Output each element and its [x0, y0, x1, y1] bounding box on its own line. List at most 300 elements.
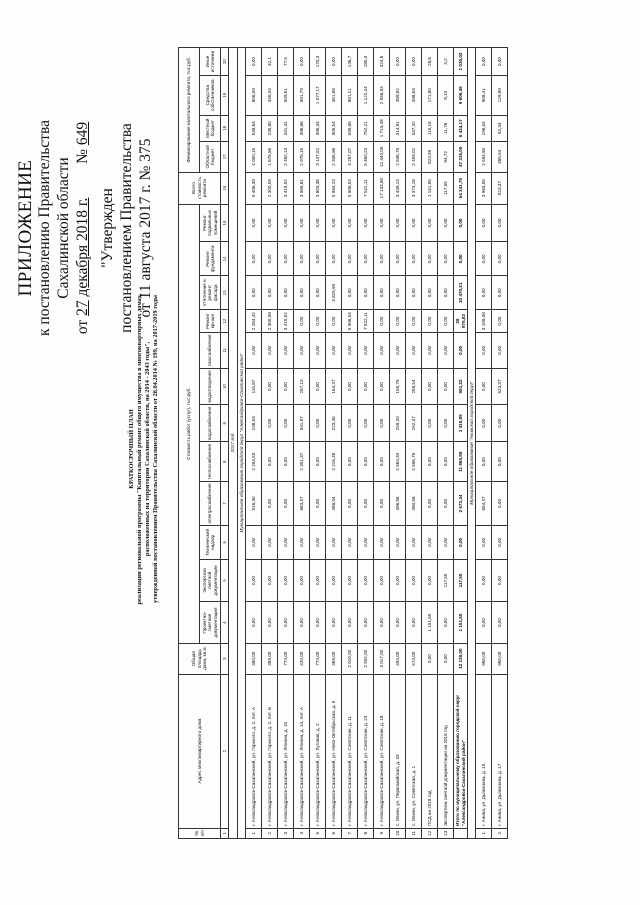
table-cell: 0,00 [310, 481, 326, 525]
col-expertise: Экспертиза сметной документации [200, 559, 221, 601]
table-cell: 774,00 [310, 643, 326, 674]
table-cell: 52,34 [492, 115, 508, 142]
table-cell: 0,00 [374, 332, 390, 368]
appendix-no-sign: № [74, 149, 91, 164]
table-cell: 5 906,54 [342, 310, 358, 333]
table-cell: 3,2 [438, 48, 454, 76]
table-cell: 170,3 [310, 48, 326, 76]
table-cell: 296,04 [476, 115, 492, 142]
table-cell: 0,00 [358, 242, 374, 276]
table-cell: 12 440,05 [374, 142, 390, 173]
table-cell: 171,80 [422, 75, 438, 115]
column-index: 9 [221, 405, 229, 442]
table-cell: 0,00 [406, 242, 422, 276]
table-cell: 0,00 [438, 643, 454, 674]
table-cell: 164,37 [326, 368, 342, 404]
table-cell: 0,00 [310, 405, 326, 442]
column-index: 4 [221, 602, 229, 644]
table-cell: 0,00 [262, 602, 278, 644]
table-cell: 1 077,17 [310, 75, 326, 115]
table-cell: 0,00 [438, 442, 454, 482]
table-cell: 2 556,53 [374, 75, 390, 115]
table-row [390, 48, 406, 839]
table-cell: 1 030,02 [454, 48, 468, 76]
plan-table-body [229, 48, 508, 839]
table-cell: 0,00 [358, 276, 374, 310]
table-cell: 0,00 [246, 242, 262, 276]
address-cell: г. Александровск-Сахалинский, ул. Ленина, д. 10 [278, 674, 294, 828]
table-cell: 8,10 [438, 75, 454, 115]
table-cell: 346,04 [262, 75, 278, 115]
table-cell: 881,21 [342, 75, 358, 115]
table-cell: 11 865,88 [454, 442, 468, 482]
table-cell: 64 341,75 [454, 172, 468, 204]
title-line-1: КРАТКОСРОЧНЫЙ ПЛАН [128, 409, 135, 489]
table-cell: 0,00 [342, 442, 358, 482]
table-cell: 0,00 [358, 481, 374, 525]
table-cell: 0,00 [438, 332, 454, 368]
col-water: водоснабжения [200, 405, 221, 442]
table-cell: 395,34 [310, 115, 326, 142]
col-heat: теплоснабжения [200, 442, 221, 482]
column-index: 20 [221, 48, 229, 76]
approved-line-1: "Утвержден [99, 188, 116, 268]
address-cell: г. Александровск-Сахалинский, ул. Луговая, д. 2 [310, 674, 326, 828]
table-cell: 2 216,48 [326, 442, 342, 482]
table-cell: 0,00 [422, 442, 438, 482]
table-row [278, 48, 294, 839]
title-line-4: утвержденной постановлением Правительства Сахалинской области от 28.04.2014 № 199, на 2017-2019 годы [152, 295, 159, 603]
table-cell: 0,00 [374, 310, 390, 333]
table-cell: 0,00 [342, 332, 358, 368]
table-cell: 523,37 [492, 172, 508, 204]
table-cell: 11 [406, 828, 422, 838]
table-cell: 94,72 [438, 142, 454, 173]
table-cell: 2 300,59 [262, 310, 278, 333]
table-cell: 2 673,34 [454, 481, 468, 525]
table-cell: 0,00 [262, 204, 278, 242]
appendix-title: ПРИЛОЖЕНИЕ [15, 159, 36, 297]
table-cell: 0,00 [358, 368, 374, 404]
appendix-resolution-line-1: к постановлению Правительства [36, 120, 53, 336]
table-cell: 1 713,38 [374, 115, 390, 142]
section-title: Муниципальное образование "Анивский городской округ" [468, 48, 476, 839]
col-owners: Средства собственников [200, 75, 221, 115]
table-cell: 2 563,34 [390, 442, 406, 482]
column-index: 6 [221, 525, 229, 559]
table-cell: 396,66 [294, 115, 310, 142]
col-no: № п/п [179, 828, 221, 838]
table-cell: 5 [310, 828, 326, 838]
table-cell: 0,00 [294, 276, 310, 310]
col-gas: газоснабжения [200, 332, 221, 368]
table-cell: 0,00 [374, 481, 390, 525]
table-cell: 523,37 [492, 368, 508, 404]
table-row [294, 48, 310, 839]
table-cell: 0,00 [476, 559, 492, 601]
table-cell: 0,00 [390, 242, 406, 276]
table-cell: 3 017,00 [374, 643, 390, 674]
table-cell: 0,00 [438, 525, 454, 559]
table-cell: 235,60 [262, 115, 278, 142]
table-cell: 129,89 [492, 75, 508, 115]
column-index: 5 [221, 559, 229, 601]
table-cell: 823,59 [422, 142, 438, 173]
col-cost-group: Стоимость работ (услуг), тыс.руб. [179, 204, 200, 643]
table-cell: 0,00 [262, 525, 278, 559]
col-facade: Утепление и ремонт фасада [200, 276, 221, 310]
table-cell [454, 828, 468, 838]
table-cell: 0,00 [374, 204, 390, 242]
table-cell: 0,00 [358, 332, 374, 368]
appendix-date-line [73, 63, 92, 393]
col-area: Общая площадь дома, кв.м [179, 643, 221, 674]
table-cell: 548,64 [246, 115, 262, 142]
table-row [422, 48, 438, 839]
table-cell: 0,00 [476, 48, 492, 76]
table-cell: 1 678,86 [262, 142, 278, 173]
table-cell: 0,00 [438, 481, 454, 525]
table-cell: 0,00 [422, 242, 438, 276]
col-roof: Ремонт крыши [200, 310, 221, 333]
table-cell: 0,00 [294, 332, 310, 368]
table-cell: 0,00 [374, 242, 390, 276]
address-cell: г. Александровск-Сахалинский, ул. Горького, д. 2, лит. А [246, 674, 262, 828]
table-cell: 0,00 [262, 481, 278, 525]
table-cell: 0,00 [326, 48, 342, 76]
table-cell: 0,00 [358, 525, 374, 559]
table-cell: 0,00 [374, 368, 390, 404]
table-cell: 0,00 [492, 602, 508, 644]
table-cell: 0,00 [294, 310, 310, 333]
table-cell: 2 932,00 [358, 643, 374, 674]
table-cell: 0,00 [422, 276, 438, 310]
table-cell: 774,00 [278, 643, 294, 674]
table-cell: 8 [358, 828, 374, 838]
table-cell: 0,00 [342, 525, 358, 559]
table-cell: 0,00 [358, 204, 374, 242]
table-cell: 108,53 [246, 405, 262, 442]
table-cell: 6 [326, 828, 342, 838]
table-cell: 0,00 [492, 559, 508, 601]
table-row [492, 48, 508, 839]
table-cell: 806,59 [246, 75, 262, 115]
table-cell: 28,6 [422, 48, 438, 76]
table-cell: 0,00 [438, 368, 454, 404]
address-cell: г. Александровск-Сахалинский, ул. Советская, д. 18 [374, 674, 390, 828]
table-cell: 0,00 [342, 242, 358, 276]
year-label: 2017 год [229, 48, 237, 839]
table-cell: 0,00 [246, 332, 262, 368]
table-cell: 0,00 [294, 242, 310, 276]
table-cell: 0,00 [406, 310, 422, 333]
table-cell: 424,6 [374, 48, 390, 76]
table-cell: 5 406,39 [246, 172, 262, 204]
table-cell: 0,00 [438, 405, 454, 442]
table-cell: 0,00 [246, 525, 262, 559]
table-cell: 5 906,54 [342, 172, 358, 204]
table-cell: 7 [342, 828, 358, 838]
table-cell: 0,00 [476, 242, 492, 276]
table-cell: 960,00 [476, 643, 492, 674]
table-cell: 0,00 [476, 276, 492, 310]
table-cell: 654,47 [476, 481, 492, 525]
column-index-row [221, 48, 229, 839]
table-cell: 117,55 [438, 559, 454, 601]
table-cell: 0,00 [358, 602, 374, 644]
table-cell: 0,00 [310, 242, 326, 276]
table-cell: 0,00 [406, 204, 422, 242]
table-cell: 0,00 [326, 525, 342, 559]
col-funding-group: Финансирование капитального ремонта, тыс.руб. [179, 48, 200, 173]
table-cell: 0,00 [374, 442, 390, 482]
table-cell: 0,00 [262, 559, 278, 601]
appendix-number: 649 [74, 121, 91, 146]
col-local: Местный бюджет [200, 115, 221, 142]
year-row [229, 48, 237, 839]
table-cell: 117,55 [438, 172, 454, 204]
table-cell: 0,00 [476, 204, 492, 242]
table-cell: 1 151,55 [422, 602, 438, 644]
table-cell: 341,97 [294, 405, 310, 442]
column-index: 1 [221, 828, 229, 838]
table-cell: 9 606,49 [454, 75, 468, 115]
table-cell: 2 284,42 [246, 310, 262, 333]
section-title: Муниципальное образование городской округ "Александровск-Сахалинский район" [237, 48, 245, 839]
table-cell: 4 [294, 828, 310, 838]
column-index: 3 [221, 643, 229, 674]
table-cell: 305,54 [326, 115, 342, 142]
table-cell: 0,00 [278, 204, 294, 242]
table-cell: 0,00 [406, 525, 422, 559]
table-cell: 0,00 [492, 442, 508, 482]
total-row [454, 48, 468, 839]
table-cell: 0,00 [406, 602, 422, 644]
address-cell: г. Александровск-Сахалинский, ул. Ново-Октябрьская, д. 5 [326, 674, 342, 828]
table-cell: 0,00 [342, 405, 358, 442]
table-cell: 0,00 [342, 276, 358, 310]
table-cell: 4 825,90 [326, 276, 342, 310]
table-cell: 0,00 [278, 559, 294, 601]
table-cell: 0,00 [406, 276, 422, 310]
table-cell: 155,75 [390, 368, 406, 404]
table-cell: 6 434,17 [454, 115, 468, 142]
table-cell: 10 470,21 [454, 276, 468, 310]
approved-date: от 11 августа 2017 г. № 375 [137, 138, 154, 318]
table-cell: 0,00 [326, 332, 342, 368]
table-cell: 12 [422, 828, 438, 838]
table-cell: 0,00 [492, 332, 508, 368]
table-cell: 0,00 [358, 559, 374, 601]
table-cell: 389,00 [262, 643, 278, 674]
table-cell: 0,00 [406, 332, 422, 368]
col-other: Иные источники [200, 48, 221, 76]
table-cell: 17 133,80 [374, 172, 390, 204]
table-cell: 0,00 [262, 368, 278, 404]
table-cell: 0,00 [492, 481, 508, 525]
table-cell: 39 975,83 [454, 310, 468, 333]
column-index: 16 [221, 172, 229, 204]
appendix-resolution-line-2: Сахалинской области [55, 157, 72, 299]
table-cell: 2 [492, 828, 508, 838]
table-cell: 0,00 [390, 332, 406, 368]
table-cell: 3 963,55 [476, 172, 492, 204]
table-cell: 0,00 [422, 643, 438, 674]
table-cell: 0,00 [358, 442, 374, 482]
column-index: 17 [221, 142, 229, 173]
table-cell: 663,57 [294, 481, 310, 525]
table-cell: 489,82 [390, 75, 406, 115]
table-cell: 3 415,52 [278, 172, 294, 204]
table-cell: 0,00 [422, 204, 438, 242]
table-cell: 1 [476, 828, 492, 838]
table-cell: 0,00 [422, 368, 438, 404]
table-cell: 117,55 [454, 559, 468, 601]
table-cell: 380,00 [246, 643, 262, 674]
table-cell: 0,00 [374, 559, 390, 601]
table-cell: 0,00 [278, 405, 294, 442]
table-cell: 0,00 [246, 276, 262, 310]
table-cell: 0,00 [278, 242, 294, 276]
table-cell: 0,00 [246, 559, 262, 601]
table-row [246, 48, 262, 839]
table-cell: 0,00 [390, 602, 406, 644]
table-cell: 115,16 [422, 115, 438, 142]
table-cell: 2 482,14 [278, 142, 294, 173]
column-index: 13 [221, 276, 229, 310]
table-cell: 10 [390, 828, 406, 838]
col-design: Проектно-сметная документация [200, 602, 221, 644]
table-cell: 2 300,59 [262, 172, 278, 204]
table-cell: 2 301,37 [294, 442, 310, 482]
table-row [262, 48, 278, 839]
approved-line-2: постановлением Правительства [118, 123, 135, 333]
table-cell: 3 803,36 [310, 172, 326, 204]
table-cell: 369,00 [326, 643, 342, 674]
table-cell: 1 151,55 [422, 172, 438, 204]
appendix-from: от [74, 319, 91, 335]
col-total: Всего стоимость ремонта [179, 172, 221, 204]
column-index: 7 [221, 481, 229, 525]
address-cell: с. Мгачи, ул. Советская, д. 1 [406, 674, 422, 828]
table-cell: 0,00 [246, 48, 262, 76]
column-index: 15 [221, 204, 229, 242]
table-row [374, 48, 390, 839]
table-cell: 0,00 [326, 310, 342, 333]
appendix-month-year: декабря 2018 г. [74, 197, 91, 297]
address-cell: с. Мгачи, ул. Первомайская, д. 33 [390, 674, 406, 828]
table-cell: 180,0 [358, 48, 374, 76]
table-cell: 0,00 [422, 525, 438, 559]
table-cell: 385,54 [492, 142, 508, 173]
table-cell: 0,00 [406, 559, 422, 601]
table-cell: 11,76 [438, 115, 454, 142]
table-cell: 0,00 [492, 310, 508, 333]
table-cell: 0,00 [492, 48, 508, 76]
table-cell: 0,00 [438, 310, 454, 333]
table-cell: 3 147,52 [310, 142, 326, 173]
appendix-day: 27 [74, 300, 91, 316]
table-cell: 0,00 [310, 602, 326, 644]
column-index: 2 [221, 674, 229, 828]
table-cell: 258,54 [406, 368, 422, 404]
table-cell: 341,31 [278, 115, 294, 142]
table-cell: 0,00 [310, 368, 326, 404]
section-row [237, 48, 245, 839]
title-line-3: расположенных на территории Сахалинской области, на 2014 - 2043 годы", [144, 341, 151, 557]
table-cell: 0,00 [422, 310, 438, 333]
table-cell: 0,00 [310, 559, 326, 601]
table-cell: 252,37 [406, 405, 422, 442]
table-cell: 7 522,11 [358, 310, 374, 333]
table-cell: 0,00 [262, 242, 278, 276]
address-cell: ПСД на 2018 год [422, 674, 438, 828]
document-title [128, 9, 160, 889]
table-cell: 488,04 [326, 481, 342, 525]
table-cell: 0,00 [262, 276, 278, 310]
table-cell: 3 415,52 [278, 310, 294, 333]
table-cell: 574,00 [406, 643, 422, 674]
col-drain: водоотведения [200, 368, 221, 404]
table-cell: 0,00 [294, 525, 310, 559]
table-cell: 590,65 [342, 115, 358, 142]
table-cell: 0,00 [326, 204, 342, 242]
table-cell: 77,5 [278, 48, 294, 76]
col-foundation: Ремонт фундамента [200, 242, 221, 276]
table-cell: 0,00 [374, 405, 390, 442]
table-cell: 0,00 [278, 276, 294, 310]
table-cell: 0,00 [390, 525, 406, 559]
table-cell: 0,00 [438, 204, 454, 242]
table-cell: 1 151,55 [454, 602, 468, 644]
table-cell: 0,00 [374, 525, 390, 559]
table-cell: 490,56 [406, 481, 422, 525]
table-cell: 3 966,61 [294, 172, 310, 204]
address-cell: г. Анива, ул. Дьяконова, д. 17 [492, 674, 508, 828]
table-cell: 0,00 [326, 559, 342, 601]
table-cell: 0,00 [422, 405, 438, 442]
table-cell: 0,00 [476, 332, 492, 368]
table-cell: 0,00 [476, 602, 492, 644]
table-cell: 337,32 [406, 115, 422, 142]
table-row [476, 48, 492, 839]
table-cell: 0,00 [390, 310, 406, 333]
table-cell: 4 287,07 [342, 142, 358, 173]
table-cell: 0,00 [310, 310, 326, 333]
table-cell: 0,00 [454, 332, 468, 368]
table-cell: 0,00 [278, 442, 294, 482]
table-cell: 259,33 [390, 405, 406, 442]
address-cell: г. Александровск-Сахалинский, ул. Горького, д. 2, лит. Б [262, 674, 278, 828]
table-cell: 2 010,00 [342, 643, 358, 674]
table-cell: 461,88 [326, 75, 342, 115]
table-cell: 314,91 [390, 115, 406, 142]
table-cell: 0,00 [422, 559, 438, 601]
table-cell: 0,00 [438, 242, 454, 276]
table-cell: 0,00 [406, 48, 422, 76]
table-cell: 498,63 [406, 75, 422, 115]
address-cell: г. Анива, ул. Дьяконова, д. 15 [476, 674, 492, 828]
rotated-page-content [10, 7, 630, 897]
table-cell: 0,00 [278, 602, 294, 644]
table-cell: 0,00 [326, 602, 342, 644]
table-cell: 3 [278, 828, 294, 838]
address-cell: Итого по муниципальному образованию городской округ "Александровск-Сахалинский район" [454, 674, 468, 828]
table-cell: 591,79 [294, 75, 310, 115]
table-row [326, 48, 342, 839]
table-cell: 2 254,53 [246, 442, 262, 482]
column-index: 18 [221, 115, 229, 142]
